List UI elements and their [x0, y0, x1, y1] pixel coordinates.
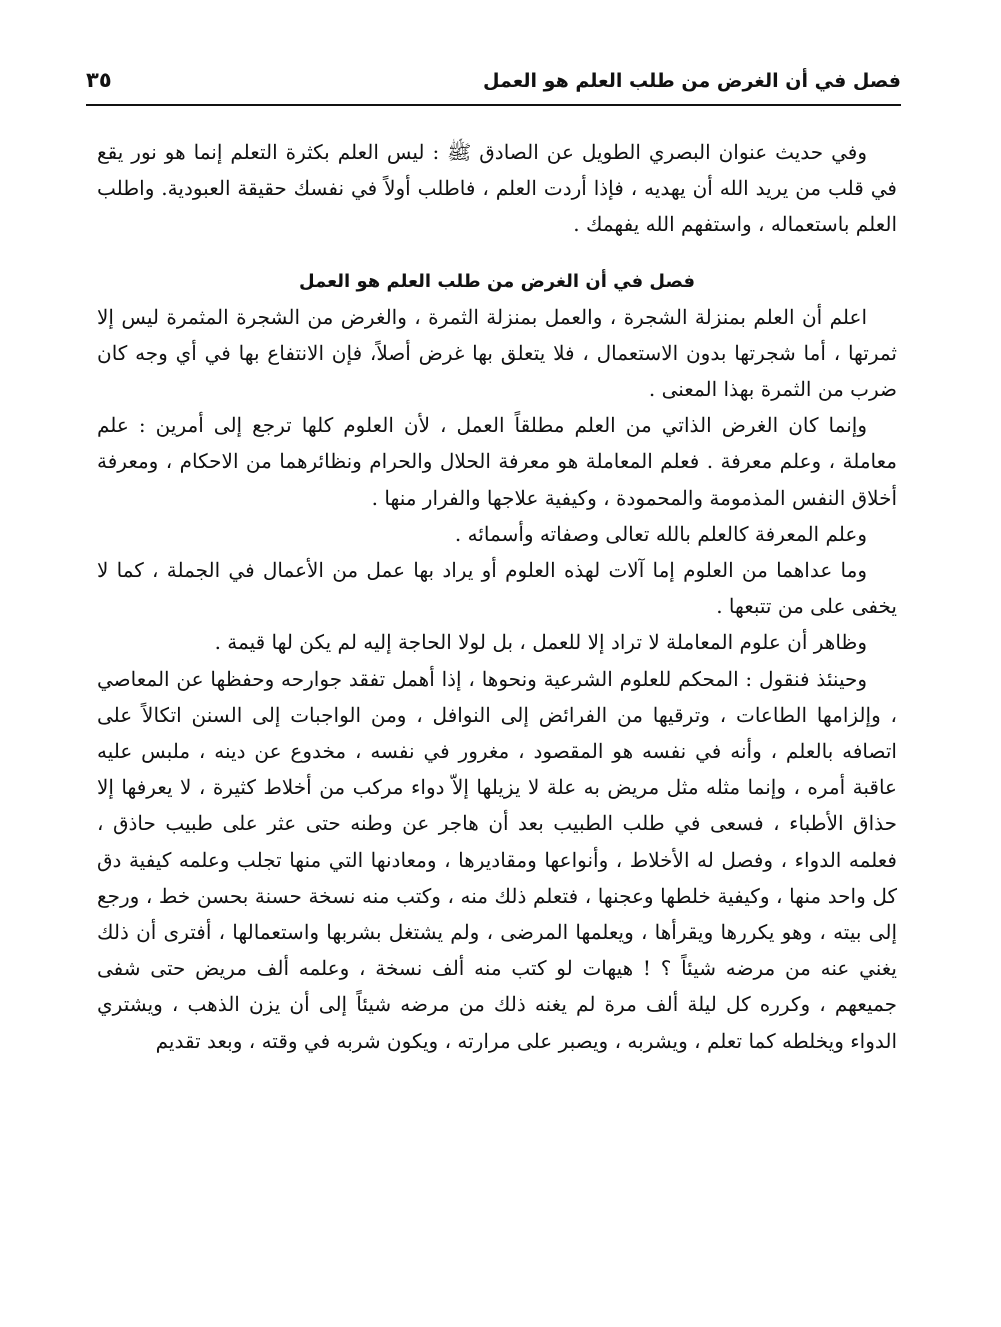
header-rule [86, 104, 901, 106]
paragraph-tree-fruit: اعلم أن العلم بمنزلة الشجرة ، والعمل بمنزلة الثمرة ، والغرض من الشجرة المثمرة ليس إلا ثمرتها ، أما شجرتها بدون الاستعمال ، فلا يتعلق بها غرض أصلاً، فإن الانتفاع بها في أي وجه كان ضرب من الثمرة بهذا المعنى . [97, 304, 897, 402]
intro-paragraph: وفي حديث عنوان البصري الطويل عن الصادق ﷺ : ليس العلم بكثرة التعلم إنما هو نور يقع في قلب من يريد الله أن يهديه ، فإذا أردت العلم ، فاطلب أولاً في نفسك حقيقة العبودية. واطلب العلم باستعماله ، واستفهم الله يفهمك . [97, 140, 897, 237]
page-header [86, 66, 901, 100]
section-title: فصل في أن الغرض من طلب العلم هو العمل [299, 270, 695, 292]
paragraph-knowledge-of-god: وعلم المعرفة كالعلم بالله تعالى وصفاته وأسمائه . [454, 521, 867, 546]
page-number: ٣٥ [86, 68, 112, 92]
page-body [97, 134, 897, 1059]
paragraph-two-sciences: وإنما كان الغرض الذاتي من العلم مطلقاً العمل ، لأن العلوم كلها ترجع إلى أمرين : علم معاملة ، وعلم معرفة . فعلم المعاملة هو معرفة الحلال والحرام ونظائرهما من الاحكام ، ومعرفة أخلاق النفس المذمومة والمحمودة ، وكيفية علاجها والفرار منها . [97, 413, 897, 510]
paragraph-conduct-sciences: وظاهر أن علوم المعاملة لا تراد إلا للعمل ، بل لولا الحاجة إليه لم يكن لها قيمة . [214, 630, 867, 655]
paragraph-patient-parable: وحينئذ فنقول : المحكم للعلوم الشرعية ونحوها ، إذا أهمل تفقد جوارحه وحفظها عن المعاصي ، وإلزامها الطاعات ، وترقيها من الفرائض إلى النوافل ، ومن الواجبات إلى السنن اتكالاً على اتصافه بالعلم ، وأنه في نفسه هو المقصود ، مغرور في نفسه ، مخدوع عن دينه ، ملبس عليه عاقبة أمره ، وإنما مثله مثل مريض به علة لا يزيلها إلاّ دواء مركب من أخلاط كثيرة ، لا يعرفها إلا حذاق الأطباء ، فسعى في طلب الطبيب بعد أن هاجر عن وطنه حتى عثر على طبيب حاذق ، فعلمه الدواء ، وفصل له الأخلاط ، وأنواعها ومقاديرها ، ومعادنها التي منها تجلب وعلمه كيفية دق كل واحد منها ، وكيفية خلطها وعجنها ، فتعلم ذلك منه ، وكتب منه نسخة حسنة بحسن خط ، ورجع إلى بيته ، وهو يكررها ويقرأها ، ويعلمها المرضى ، ولم يشتغل بشربها واستعمالها ، أفترى أن ذلك يغني عنه من مرضه شيئاً ؟ ! هيهات لو كتب منه ألف نسخة ، وعلمه ألف مريض حتى شفى جميعهم ، وكرره كل ليلة ألف مرة لم يغنه ذلك من مرضه شيئاً إلى أن يزن الذهب ، ويشتري الدواء ويخلطه كما تعلم ، ويشربه ، ويصبر على مرارته ، ويكون شربه في وقته ، وبعد تقديم [97, 666, 897, 1053]
paragraph-other-sciences: وما عداهما من العلوم إما آلات لهذه العلوم أو يراد بها عمل من الأعمال في الجملة ، كما لا يخفى على من تتبعها . [97, 558, 897, 619]
running-title: فصل في أن الغرض من طلب العلم هو العمل [483, 70, 901, 92]
